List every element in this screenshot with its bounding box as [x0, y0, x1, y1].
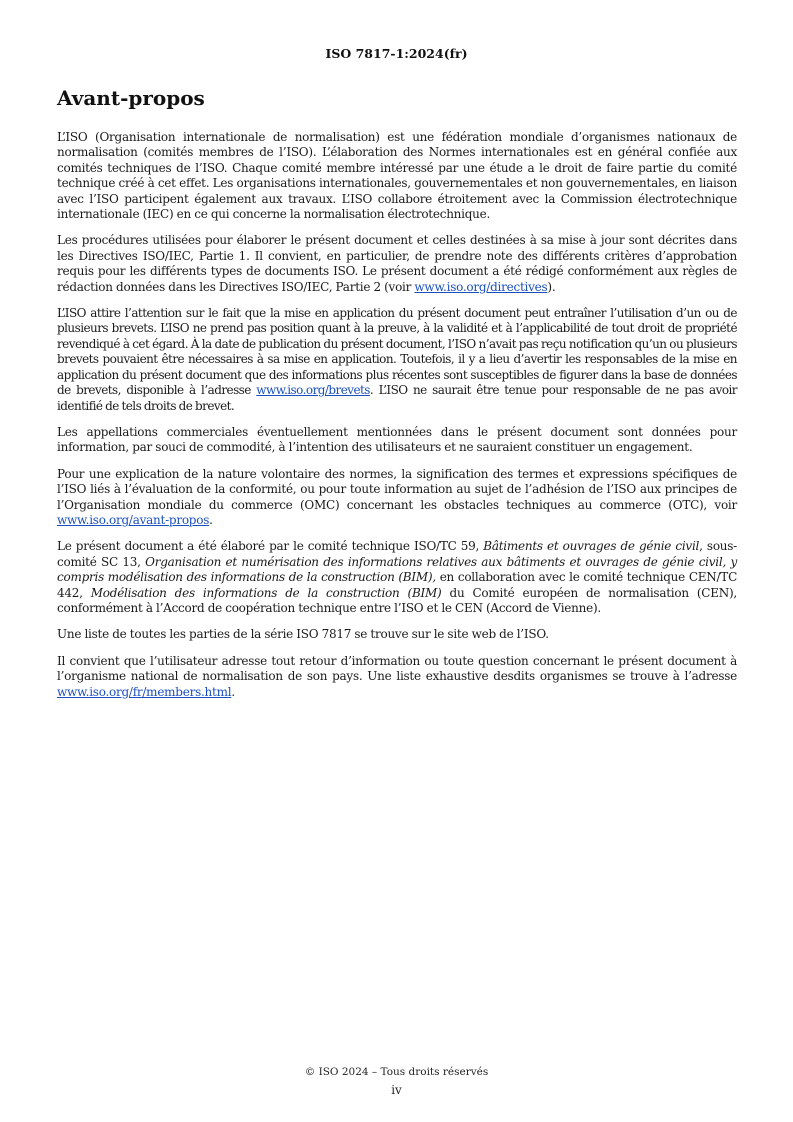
directives-link[interactable]: www.iso.org/directives [414, 279, 548, 294]
paragraph-text: ). [547, 279, 556, 294]
paragraph-text: . [209, 512, 213, 527]
cen-committee-title: Modélisation des informations de la construction (BIM) [90, 585, 442, 600]
paragraph-text: Les procédures utilisées pour élaborer le présent document et celles destinées à sa mise à jour sont décrites dans les Directives ISO/IEC, Partie 1. Il convient, en particulier, de prendre note des différents critères d’approbation requis pour les différents types de documents ISO. Le présent document a été rédigé conformément aux règles de rédaction données dans les Directives ISO/IEC, Partie 2 (voir [57, 233, 737, 294]
paragraph-text: L’ISO attire l’attention sur le fait que la mise en application du présent document peut entraîner l’utilisation d’un ou de plusieurs brevets. L’ISO ne prend pas position quant à la preuve, à la validité et à l’applicabilité de tout droit de propriété revendiqué à cet égard. À la date de publication du présent document, l’ISO n’avait pas reçu notification qu’un ou plusieurs brevets pouvaient être nécessaires à sa mise en application. Toutefois, il y a lieu d’avertir les responsables de la mise en application du présent document que des informations plus récentes sont susceptibles de figurer dans la base de données de brevets, disponible à l’adresse [57, 306, 737, 398]
paragraph-committee [57, 539, 737, 616]
paragraph-patents [57, 306, 737, 414]
paragraph-trade-names: Les appellations commerciales éventuellement mentionnées dans le présent document sont données pour information, par souci de commodité, à l’intention des utilisateurs et ne sauraient constituer un engagement. [57, 424, 737, 455]
paragraph-text: Il convient que l’utilisateur adresse tout retour d’information ou toute question concernant le présent document à l’organisme national de normalisation de son pays. Une liste exhaustive desdits organismes se trouve à l’adresse [57, 653, 737, 684]
page-number: iv [391, 1083, 402, 1097]
paragraph-text: Le présent document a été élaboré par le comité technique ISO/TC 59, [57, 539, 484, 554]
paragraph-voluntary-nature [57, 467, 737, 529]
document-id-header: ISO 7817-1:2024(fr) [325, 46, 468, 61]
subcommittee-title: Organisation et numérisation des informations relatives aux bâtiments et ouvrages de génie civil, y compris modélisation des informations de la construction (BIM), [57, 554, 737, 585]
foreword-link[interactable]: www.iso.org/avant-propos [57, 512, 210, 527]
paragraph-text: . [231, 684, 235, 699]
body-text [57, 130, 737, 711]
paragraph-text: en collaboration avec le comité technique CEN/TC 442, [57, 570, 737, 600]
members-link[interactable]: www.iso.org/fr/members.html [57, 684, 232, 699]
paragraph-text: Pour une explication de la nature volontaire des normes, la signification des termes et expressions spécifiques de l’ISO liés à l’évaluation de la conformité, ou pour toute information au sujet de l’adhésion de l’ISO aux principes de l’Organisation mondiale du commerce (OMC) concernant les obstacles techniques au commerce (OTC), voir [57, 466, 737, 512]
paragraph-series-list: Une liste de toutes les parties de la série ISO 7817 se trouve sur le site web de l’ISO. [57, 627, 549, 642]
committee-title: Bâtiments et ouvrages de génie civil [483, 539, 700, 554]
paragraph-text: , sous-comité SC 13, [57, 539, 737, 569]
paragraph-text: du Comité européen de normalisation (CEN), conformément à l’Accord de coopération technique entre l’ISO et le CEN (Accord de Vienne). [57, 585, 737, 615]
paragraph-procedures [57, 233, 737, 295]
patents-link[interactable]: www.iso.org/brevets [256, 383, 370, 398]
copyright-footer: © ISO 2024 – Tous droits réservés [304, 1066, 489, 1078]
page-title: Avant-propos [57, 86, 205, 110]
paragraph-text: . L’ISO ne saurait être tenue pour responsable de ne pas avoir identifié de tels droits de brevet. [57, 383, 737, 413]
paragraph-feedback [57, 654, 737, 700]
paragraph-iso-description: L’ISO (Organisation internationale de normalisation) est une fédération mondiale d’organismes nationaux de normalisation (comités membres de l’ISO). L’élaboration des Normes internationales est en général confiée aux comités techniques de l’ISO. Chaque comité membre intéressé par une étude a le droit de faire partie du comité technique créé à cet effet. Les organisations internationales, gouvernementales et non gouvernementales, en liaison avec l’ISO participent également aux travaux. L’ISO collabore étroitement avec la Commission électrotechnique internationale (IEC) en ce qui concerne la normalisation électrotechnique. [57, 130, 737, 222]
